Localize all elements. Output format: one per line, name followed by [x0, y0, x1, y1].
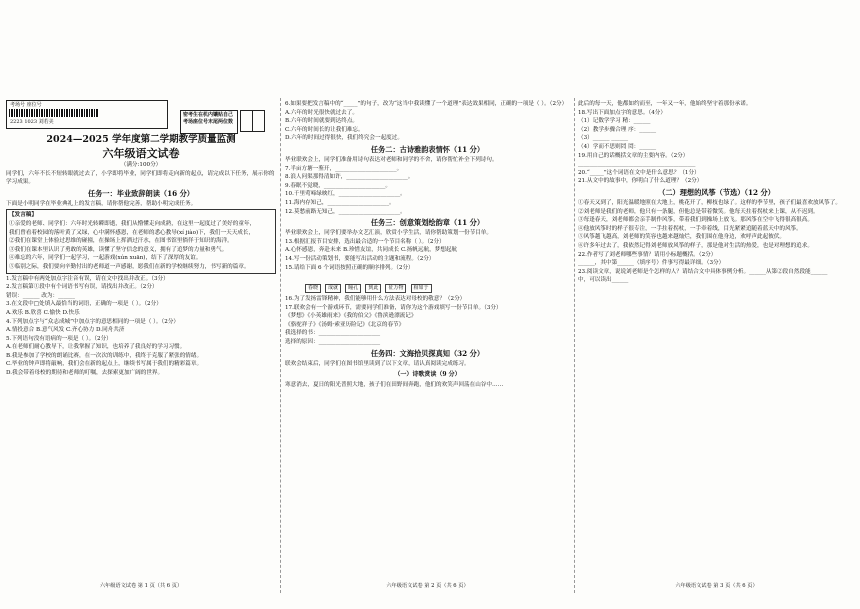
reading1-title: （一）诗歌赏读（9 分）	[394, 371, 461, 379]
full-score: （满分:100分）	[120, 162, 162, 168]
answer-blank[interactable]: ______，其中第______（填序号）件事写得最详细。（3分）	[578, 260, 725, 267]
reading2-para: ①春天又到了，阳光温暖地照在大地上，桃花开了，柳枝也绿了。这样的季节里，孩子们最喜欢放风筝了。	[578, 199, 841, 206]
page-footer: 六年级语文试卷 第 3 页（共 6 页）	[675, 583, 758, 589]
book-list: 《梦想》《小英雄雨来》《我的伯父》《鲁滨逊漂流记》	[285, 313, 417, 320]
answer-blank[interactable]: 错误：______ 改为：______	[6, 292, 75, 299]
sub-item[interactable]: （1）记数学学习 精：______	[578, 118, 651, 125]
answer-line[interactable]: __________________________________________	[578, 161, 696, 168]
reading2-para: ③每逢春天，刘老师都会亲手制作风筝，带着我们到操场上放飞。那风筝在空中飞得很高很高。	[578, 217, 813, 224]
option: B.六年的时间就要到达终点。	[285, 118, 359, 125]
question-17: 17.联欢会有一个游戏环节，需要同学们准备，请你为这个游戏填写一份节目单。（3分）	[285, 304, 502, 311]
task3-intro: 毕业联欢会上，同学们要举办文艺汇演，欣赏小学生活，请你帮助策划一份节目单。	[285, 230, 492, 237]
word-cell: 相如于	[411, 284, 432, 293]
reading2-para: ⑥许多年过去了，我依然记得刘老师放风筝的样子，那是他对生活的热爱，也是对理想的追求。	[578, 242, 813, 249]
reading2-title: （二）理想的风筝（节选）（12 分）	[658, 187, 775, 197]
task2-title: 任务二：古诗雅韵表情怀（11 分）	[370, 144, 485, 154]
question-5: 5.下列语句没有语病的一项是（ ）。（2分）	[6, 335, 112, 342]
page-3	[578, 100, 855, 590]
poem-line[interactable]: 8.浪人问渠那得清如许，______________________。	[285, 174, 414, 181]
book-list: 《骆驼祥子》《汤姆·索亚历险记》《北京的春节》	[285, 321, 405, 328]
question-13-options: A.心怀感恩，奔赴未来 B.珍惜友谊，共同成长 C.扬帆远航，梦想起航	[285, 247, 458, 254]
question-1: 1.发言稿中有两处加点字注音有误，请在文中找出并改正。（3分）	[6, 275, 169, 282]
word-row	[305, 274, 570, 293]
question-23: 23.阅读文章，说说刘老师是个怎样的人？请结合文中具体事例分析。______从第②段自然段能______	[578, 268, 828, 275]
seat-box	[252, 110, 265, 132]
reading2-para: ②刘老师是我们的老师，他只有一条腿，但他总是带着微笑。他每天拄着拐杖来上课，从不迟到。	[578, 208, 819, 215]
option: C.六年的时间长的让我们难忘。	[285, 126, 364, 133]
question-16: 16.为了发扬雷锋精神，我们能够用什么方法表达对母校的敬意？（2分）	[285, 296, 466, 303]
question-2: 2.发言稿第①段中有个词语书写有误，请找出并改正。（2分）	[6, 284, 158, 291]
page-2	[285, 100, 570, 590]
speech-line: 我们曾看着校园的落叶黄了又绿，心中满怀感恩，在老师的悉心教导(xí jiào)下，我们一天天成长，	[9, 229, 255, 236]
answer-blank[interactable]: 我选择的书：______________________	[285, 330, 381, 337]
page-footer: 六年级语文试卷 第 2 页（共 6 页）	[386, 583, 469, 589]
stub-line: 2223 1023 刘若美	[10, 119, 54, 125]
answer-blank[interactable]: 中，可以读出______	[578, 277, 629, 284]
word-cell: 征万物	[385, 284, 406, 293]
option: C.毕业的钟声即将敲响，我们会在新的起点上，继续书写属于我们的精彩篇章。	[6, 361, 203, 368]
option: A.在老师们耐心教导下，让我掌握了知识，也培养了我良好的学习习惯。	[6, 344, 186, 351]
task2-intro: 毕业联欢会上，同学们准备用诗句表达对老师和同学的不舍，请你帮忙补全下列诗句。	[285, 156, 498, 163]
option: A.六年的时光很快就过去了。	[285, 109, 358, 116]
task4-intro: 联欢会结束后，同学们在图书馆里读到了以下文章，请认真阅读完成练习。	[285, 360, 470, 367]
page-divider	[574, 98, 575, 593]
option: B.我是参加了学校的朗诵比赛，在一次次的训练中，我终于克服了紧张的情绪。	[6, 352, 203, 359]
reading-text: 此后的每一天，他都如约而至，一年又一年，他始终坚守着那份承诺。	[578, 101, 752, 107]
reading1-text: 寒意消去，夏日的阳光普照大地，孩子们在田野间奔跑，他们的欢笑声回荡在山谷中……	[285, 382, 504, 389]
year-title: 2024—2025 学年度第二学期教学质量监测	[46, 134, 236, 145]
question-4-options: A.情投意合 B.意气风发 C.齐心协力 D.同舟共济	[6, 327, 125, 334]
sub-item[interactable]: （2）教学步骤合理 序：______	[578, 126, 657, 133]
word-cell: 到此	[365, 284, 381, 293]
speech-draft	[6, 209, 276, 273]
question-21: 21.从文中的故事中，你明白了什么道理？（2分）	[578, 178, 703, 185]
speech-line: ⑤临别之际，我们要向辛勤付出的老师道一声感谢，愿我们在新的学校继续努力，书写新的篇章。	[9, 263, 250, 270]
question-18: 18.写出下面加点字的意思。（4分）	[578, 109, 666, 116]
question-13: 13.根据汇报节目安排，选出最合适的一个节目名称（ ）。（2分）	[285, 238, 445, 245]
answer-blank[interactable]: 选择的原因：______________________	[285, 339, 381, 346]
question-22: 22.作者写了刘老师哪些事情？请用小标题概括。（2分）	[578, 251, 717, 258]
speech-line: ③我们在课本里认识了勇敢的英雄，读懂了坚守信念的意义，拥有了追梦的力量和勇气。	[9, 246, 228, 253]
subject-title: 六年级语文试卷	[102, 147, 180, 160]
question-19: 19.用自己的话概括文章的主要内容。（2分）	[578, 152, 689, 159]
question-15: 15.请给下面 6 个词语按照正确的顺序排列。（2分）	[285, 264, 414, 271]
sub-item[interactable]: （3）______ ______	[578, 135, 629, 142]
speech-line: ④难忘的六年，同学们一起学习，一起游戏(xún xuān)，结下了深厚的友谊。	[9, 255, 202, 262]
reading2-para: ⑤风筝越飞越高，刘老师的笑容也越来越灿烂，我们围在他身边，欢呼声此起彼伏。	[578, 234, 785, 241]
word-cell: 瞳孔	[345, 284, 361, 293]
word-cell: 春晓	[305, 284, 321, 293]
speech-label: 【发言稿】	[9, 212, 37, 219]
question-6: 6.如果要把发言稿中的“_____”的句子，改为“这当中我读懂了一个道理”表达效果相同，正确的一项是（ ）。（2分）	[285, 101, 568, 107]
stub-line: 考场号 座位号	[10, 102, 42, 108]
poem-line[interactable]: 10.千里莺啼绿映红，______________________。	[285, 191, 406, 198]
question-20: 20.“_____”这个词语在文中是什么意思？（1分）	[578, 169, 700, 176]
speech-line: ①亲爱的老师、同学们：六年时光转瞬即逝，我们从懵懂走向成熟，在这里一起度过了美好的童年，	[9, 220, 256, 227]
page-1	[6, 133, 276, 590]
speech-line: ②我们在课堂上体验过思维的碰撞，在操场上挥洒过汗水，在图书馆里徜徉于知识的海洋。	[9, 238, 233, 245]
poem-line[interactable]: 9.春眠不觉晓，______________________。	[285, 182, 392, 189]
page-footer: 六年级语文试卷 第 1 页（共 6 页）	[99, 583, 183, 589]
question-3: 3.在文段中□处填入最恰当的词语，正确的一项是（ ）。（2分）	[6, 301, 162, 308]
poem-line[interactable]: 7.半亩方塘一鉴开，______________________。	[285, 165, 403, 172]
option: D.我会带着母校的期待和老师的叮嘱，去探索更加广阔的世界。	[6, 370, 164, 377]
sub-item[interactable]: （4）学而不思则罔 罔：______	[578, 143, 657, 150]
task1-title: 任务一：毕业致辞朗读（16 分）	[88, 188, 194, 198]
poem-line[interactable]: 11.海内存知己，______________________。	[285, 199, 395, 206]
reading2-para: ④他放风筝时的样子很专注，一手拄着拐杖，一手牵着线，目光紧紧追随着蓝天中的风筝。	[578, 225, 802, 232]
task3-title: 任务三：创意策划绘韵章（11 分）	[370, 218, 485, 228]
question-4: 4.下列加点字与“众志成城”中加点字的意思相同的一项是（ ）。（2分）	[6, 318, 180, 325]
candidate-stub	[6, 100, 168, 129]
poem-line[interactable]: 12.莫愁前路无知己，______________________。	[285, 208, 406, 215]
barcode-icon	[9, 109, 99, 117]
word-cell: 成就	[325, 284, 341, 293]
question-14: 14.写一份活动策划书，要能写出活动的主题和流程。（2分）	[285, 255, 435, 262]
page-divider	[280, 98, 281, 593]
question-3-options: A.欢乐 B.欣喜 C.愉快 D.快乐	[6, 309, 80, 316]
intro-text: 同学们，六年不长不短转眼就过去了，小学即将毕业，同学们即将走向新的起点，请完成以下任务，展示你的学习成果。	[6, 170, 275, 186]
seat-warning: 密考生在机内镶贴自己考场座位号末尾两位数	[180, 110, 238, 134]
task4-title: 任务四：文海拾贝探真知（32 分）	[370, 348, 485, 358]
option: D.六年的时间过得很快，我们终究会一起度过。	[285, 135, 403, 142]
task1-intro: 下面是小明同学在毕业典礼上的发言稿，请你帮他完善，帮助小明完成任务。	[6, 200, 197, 207]
